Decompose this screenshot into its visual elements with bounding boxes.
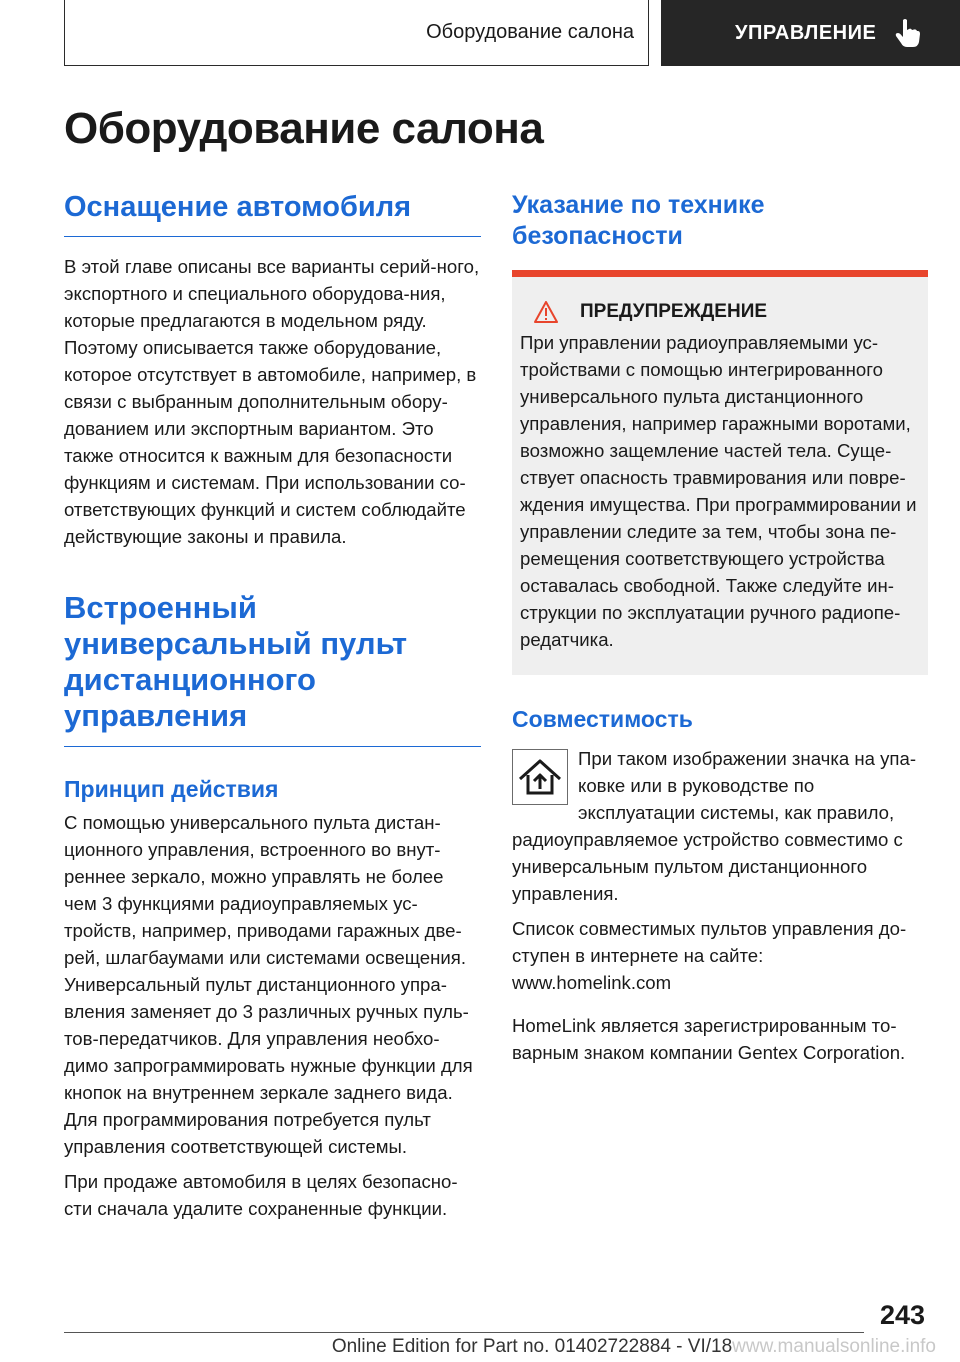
homelink-house-icon bbox=[512, 749, 568, 805]
paragraph-principle-1: С помощью универсального пульта дистан-ционного управления, встроенного во внут-реннее зеркало, можно управлять не более чем 3 функциями радиоуправляемых ус-тройств, например, приводами гаражных две-рей, шлагбаумами или системами освещения. Универсальный пульт дистанционного упра-вления заменяет до 3 различных ручных пуль-тов-передатчиков. Для управления необхо-димо запрограммировать нужные функции для кнопок на внутреннем зеркале заднего вида. Для программирования потребуется пульт управления соответствующей системы. bbox=[64, 812, 473, 1157]
header-section-title: Оборудование салона bbox=[426, 21, 634, 43]
header-section-tab bbox=[64, 0, 649, 66]
warning-label: ПРЕДУПРЕЖДЕНИЕ bbox=[580, 301, 768, 322]
paragraph-principle-2: При продаже автомобиля в целях безопасно-сти сначала удалите сохраненные функции. bbox=[64, 1171, 458, 1219]
heading-equipment: Оснащение автомобиля bbox=[64, 190, 481, 237]
right-column bbox=[512, 190, 928, 1066]
paragraph-equipment: В этой главе описаны все варианты серий-ного, экспортного и специального оборудова-ния, которые предлагаются в модельном ряду. Поэтому описывается также оборудование, которое отсутствует в автомобиле, например, в связи с выбранным дополнительным обору-дованием или экспортным вариантом. Это также относится к важным для безопасности функциям и системам. При использовании со-ответствующих функций и систем соблюдайте действующие законы и правила. bbox=[64, 256, 480, 547]
footer-edition: Online Edition for Part no. 01402722884 - VI/18 bbox=[331, 1336, 733, 1357]
warning-triangle-icon bbox=[534, 301, 558, 323]
page-title: Оборудование салона bbox=[64, 104, 544, 153]
heading-universal-remote: Встроенный универсальный пульт дистанционного управления bbox=[64, 590, 481, 747]
paragraph-list: Список совместимых пультов управления до-ступен в интернете на сайте: bbox=[512, 918, 907, 966]
warning-box bbox=[512, 270, 928, 675]
homelink-url[interactable]: www.homelink.com bbox=[512, 972, 672, 993]
paragraph-trademark: HomeLink является зарегистрированным то-варным знаком компании Gentex Corporation. bbox=[512, 1015, 906, 1063]
footer-edition-line bbox=[0, 1336, 960, 1358]
heading-safety: Указание по технике безопасности bbox=[512, 191, 765, 250]
footer-watermark: www.manualsonline.info bbox=[732, 1336, 936, 1357]
heading-principle: Принцип действия bbox=[64, 776, 279, 802]
heading-compatibility: Совместимость bbox=[512, 706, 693, 732]
page-number: 243 bbox=[880, 1300, 926, 1330]
left-column bbox=[64, 190, 481, 1222]
header-chapter-title: УПРАВЛЕНИЕ bbox=[735, 21, 877, 44]
compatibility-block bbox=[512, 745, 928, 907]
paragraph-compatibility: При таком изображении значка на упа-ковке или в руководстве по эксплуатации системы, как правило, радиоуправляемое устройство совместимо с универсальным пультом дистанционного управления. bbox=[512, 748, 917, 904]
warning-header bbox=[520, 301, 918, 323]
pointing-hand-icon bbox=[894, 18, 920, 48]
header-chapter-tab bbox=[661, 0, 960, 66]
footer-divider bbox=[64, 1332, 864, 1333]
warning-text: При управлении радиоуправляемыми ус-тройствами с помощью интегрированного универсального пульта дистанционного управления, например гаражными воротами, возможно защемление частей тела. Суще-ствует опасность травмирования или повре-ждения имущества. При программировании и управлении следите за тем, чтобы зона пе-ремещения соответствующего устройства оставалась свободной. Также следуйте ин-струкции по эксплуатации ручного радиопе-редатчика. bbox=[520, 332, 917, 650]
